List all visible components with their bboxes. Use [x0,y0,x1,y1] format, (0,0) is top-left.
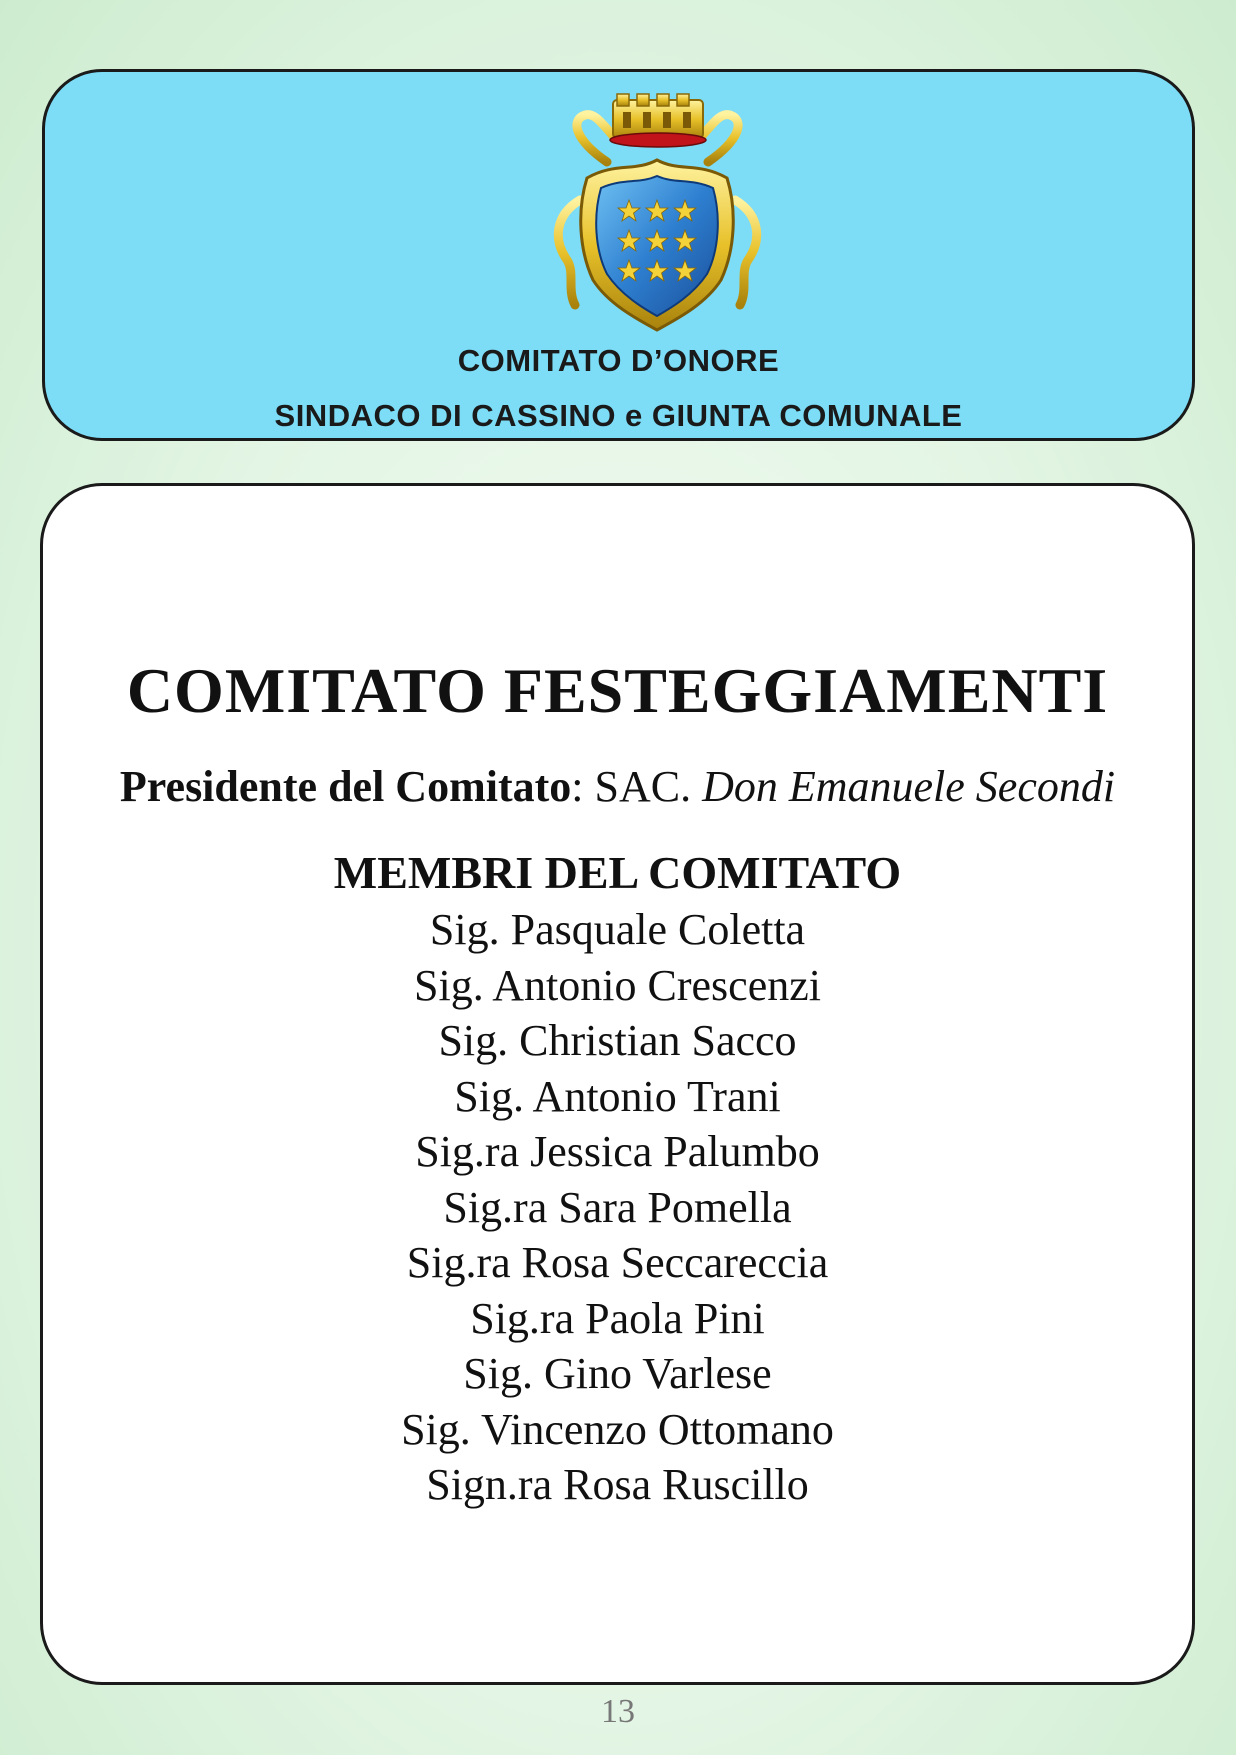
members-heading: MEMBRI DEL COMITATO [333,847,902,898]
member-item: Sign.ra Rosa Ruscillo [426,1460,809,1509]
member-item: Sig. Pasquale Coletta [429,905,806,954]
honor-committee-header [42,69,1195,441]
honor-committee-title: COMITATO D’ONORE [457,343,780,378]
president-label: Presidente del Comitato [119,762,572,811]
member-item: Sig. Gino Varlese [463,1349,772,1398]
municipal-coat-of-arms-icon [545,90,770,335]
member-item: Sig.ra Rosa Seccareccia [406,1238,829,1287]
president-name: Don Emanuele Secondi [702,762,1116,811]
president-separator: : [571,762,584,811]
page-number: 13 [601,1693,635,1730]
festivities-committee-panel [40,483,1195,1685]
member-item: Sig.ra Paola Pini [470,1293,765,1343]
member-item: Sig.ra Jessica Palumbo [415,1127,820,1176]
honor-committee-members: SINDACO DI CASSINO e GIUNTA COMUNALE [274,398,963,433]
president-prefix: SAC. [594,762,692,811]
president-line [43,761,1192,812]
committee-title: COMITATO FESTEGGIAMENTI [126,655,1109,726]
member-item: Sig. Antonio Trani [454,1071,781,1121]
members-list [43,902,1192,1513]
member-item: Sig.ra Sara Pomella [443,1182,792,1232]
member-item: Sig. Vincenzo Ottomano [401,1404,834,1454]
member-item: Sig. Christian Sacco [438,1016,797,1065]
member-item: Sig. Antonio Crescenzi [414,960,821,1010]
